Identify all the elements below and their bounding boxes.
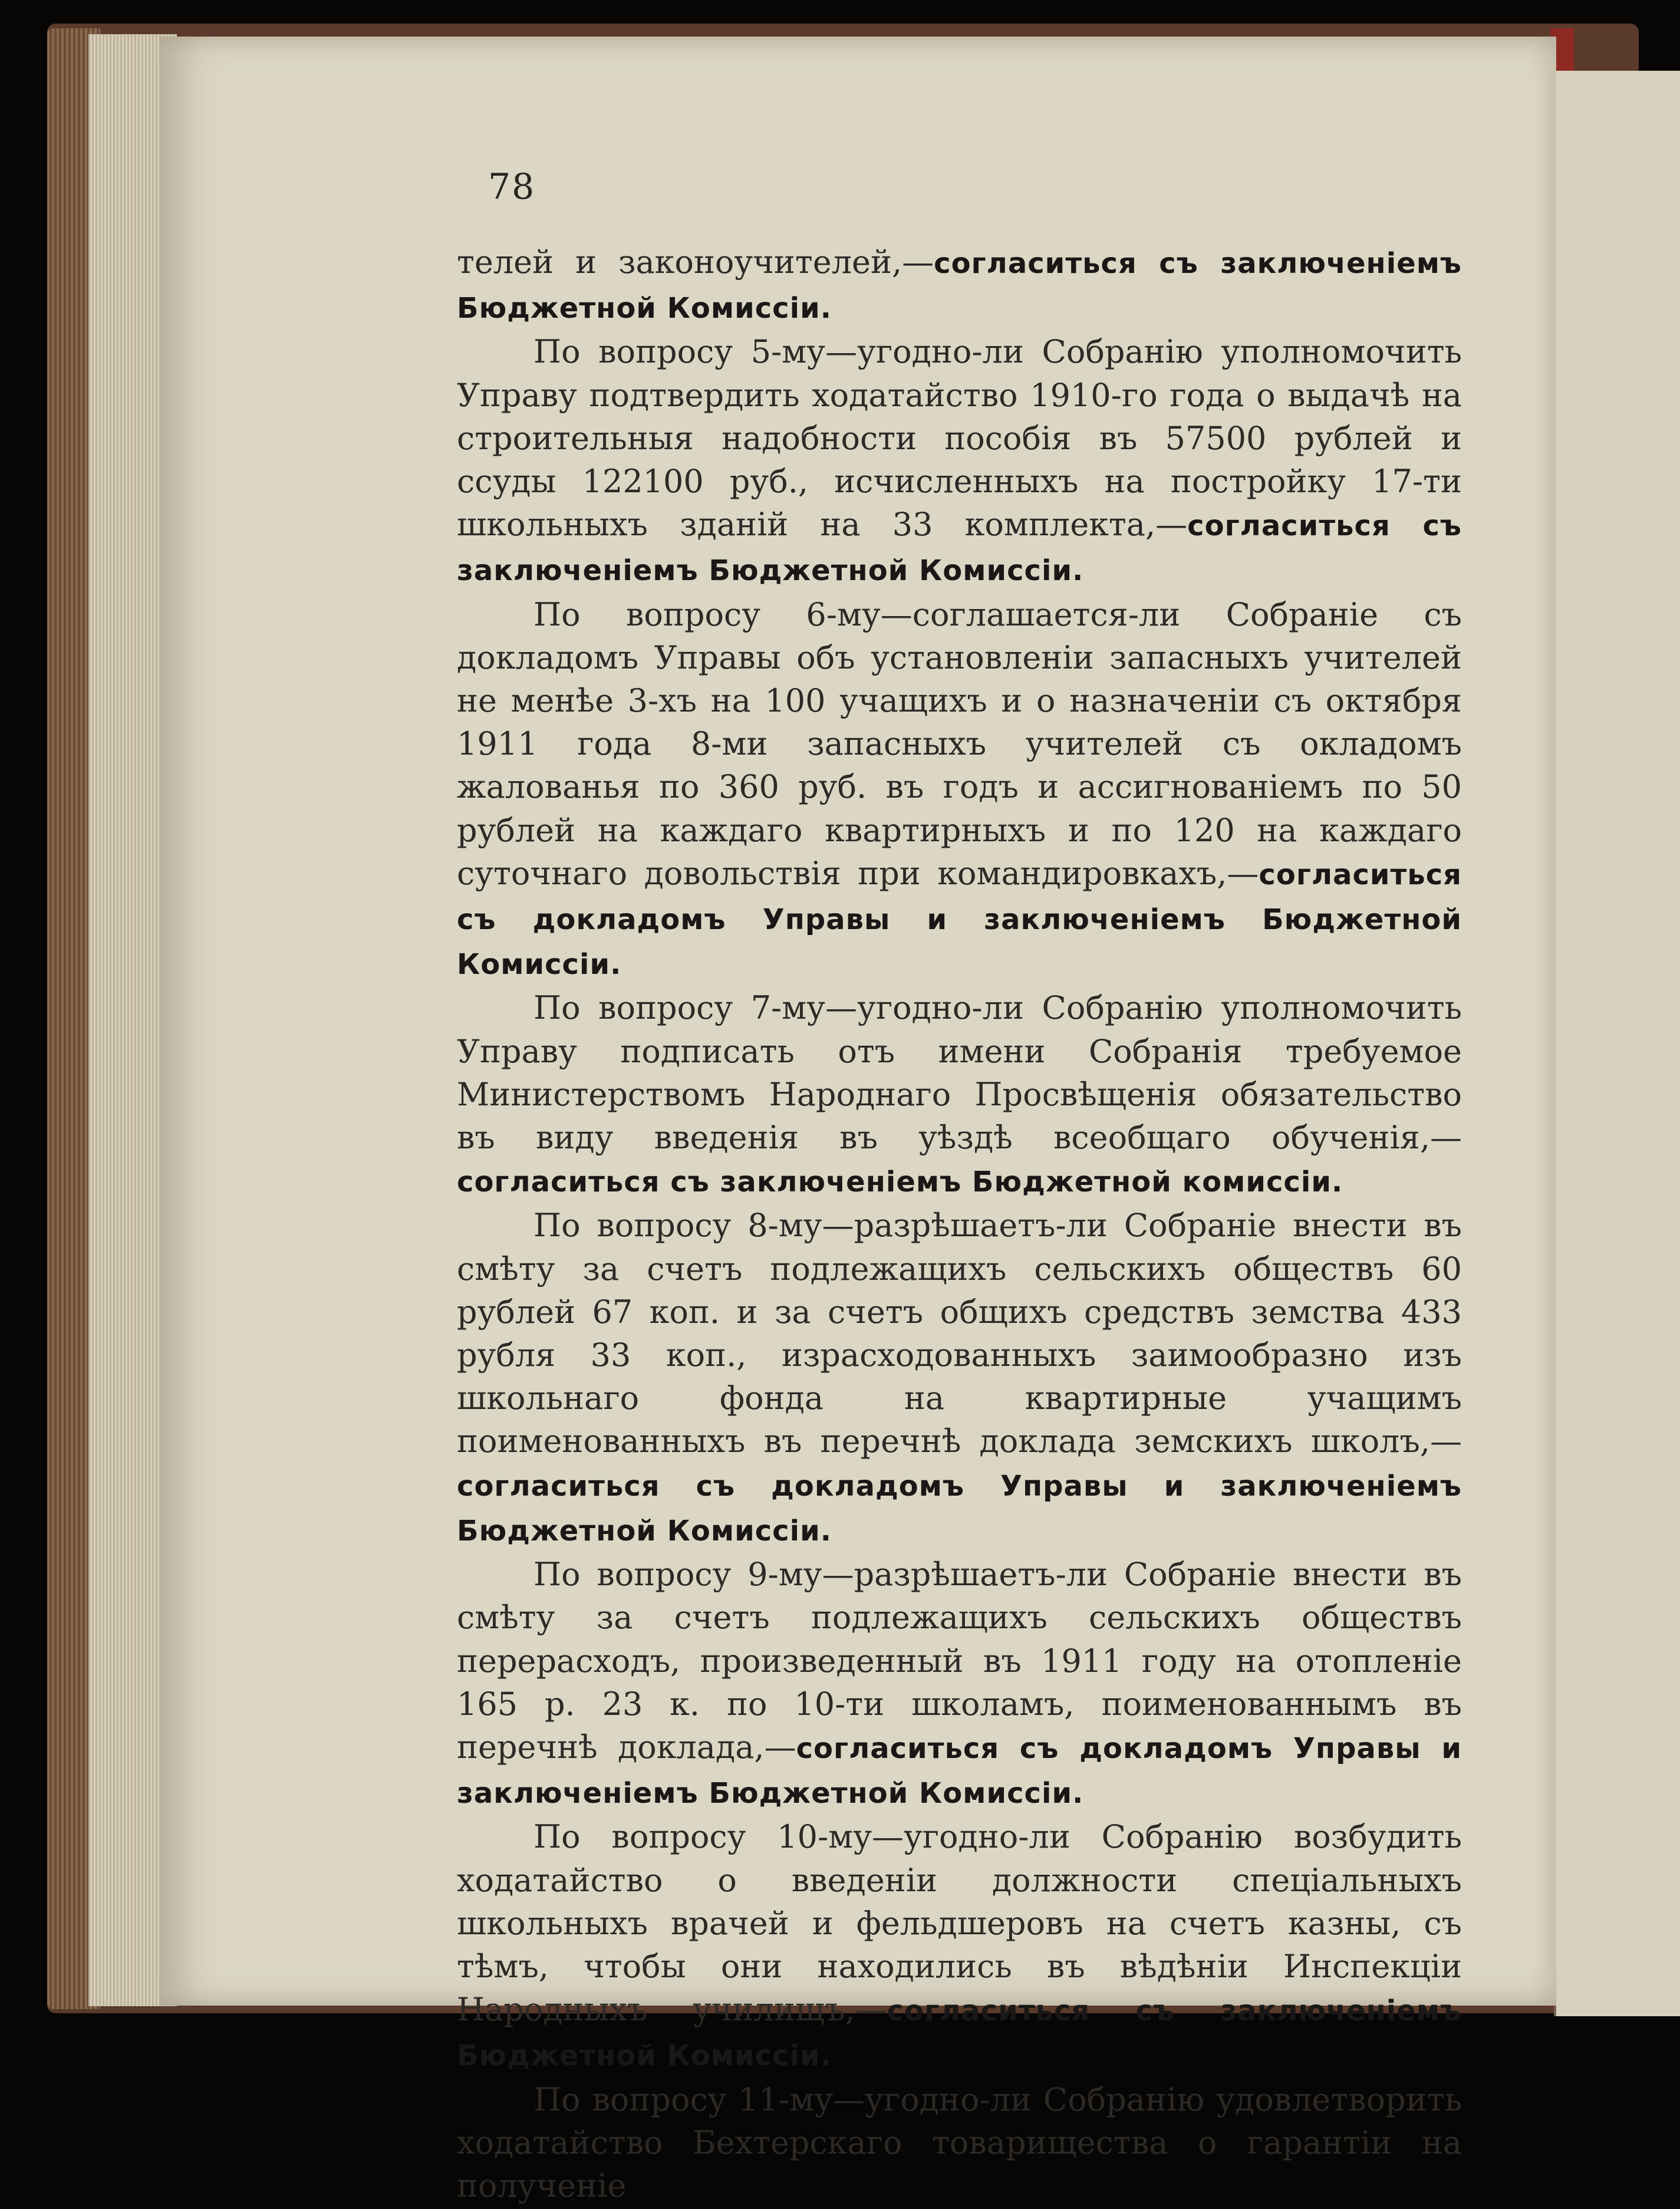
paragraph bbox=[457, 1204, 1462, 1553]
paragraph-resolution: согласиться съ заключенiемъ Бюджетной Комиссiи. bbox=[457, 1994, 1462, 2073]
facing-page-edge bbox=[1554, 71, 1680, 2016]
page-number: 78 bbox=[488, 166, 536, 208]
paragraph-resolution: согласиться съ докладомъ Управы и заключенiемъ Бюджетной Комиссiи. bbox=[457, 1469, 1462, 1548]
paragraph bbox=[457, 593, 1462, 987]
paragraph bbox=[457, 986, 1462, 1204]
body-text bbox=[457, 241, 1462, 2209]
paragraph-resolution: согласиться съ заключенiемъ Бюджетной Комиссiи. bbox=[457, 247, 1462, 325]
paragraph-text: По вопросу 6-му—соглашается-ли Собранiе съ докладомъ Управы объ установленiи запасныхъ учителей не менѣе 3-хъ на 100 учащихъ и о назначенiи съ октября 1911 года 8-ми запасныхъ учителей съ окладомъ жалованья по 360 руб. въ годъ и ассигнованiемъ по 50 рублей на каждаго квартирныхъ и по 120 на каждаго суточнаго довольствiя при командировкахъ,— bbox=[457, 595, 1462, 892]
paragraph-text: По вопросу 5-му—угодно-ли Собранiю уполномочить Управу подтвердить ходатайство 1910-го года о выдачѣ на строительныя надобности пособiя въ 57500 рублей и ссуды 122100 руб., исчисленныхъ на постройку 17-ти школьныхъ зданiй на 33 комплекта,— bbox=[457, 333, 1462, 544]
paragraph-text: телей и законоучителей,— bbox=[457, 243, 934, 281]
paragraph-resolution: согласиться съ докладомъ Управы и заключенiемъ Бюджетной Комиссiи. bbox=[457, 1731, 1462, 1810]
paragraph-text: По вопросу 10-му—угодно-ли Собранiю возбудить ходатайство о введенiи должности спецiальныхъ школьныхъ врачей и фельдшеровъ на счетъ казны, съ тѣмъ, чтобы они находились въ вѣдѣнiи Инспекцiи Народныхъ училищъ,— bbox=[457, 1818, 1462, 2029]
paragraph bbox=[457, 330, 1462, 592]
paragraph bbox=[457, 1815, 1462, 2078]
paragraph-resolution: согласиться съ заключенiемъ Бюджетной Комиссiи. bbox=[457, 509, 1462, 588]
paragraph bbox=[457, 2078, 1462, 2209]
paragraph bbox=[457, 241, 1462, 330]
paragraph-text: По вопросу 11-му—угодно-ли Собранiю удовлетворить ходатайство Бехтерскаго товарищества о гарантiи на полученiе bbox=[457, 2080, 1462, 2204]
paragraph-text: По вопросу 8-му—разрѣшаетъ-ли Собранiе внести въ смѣту за счетъ подлежащихъ сельскихъ обществъ 60 рублей 67 коп. и за счетъ общихъ средствъ земства 433 рубля 33 коп., израсходованныхъ заимообразно изъ школьнаго фонда на квартирные учащимъ поименованныхъ въ перечнѣ доклада земскихъ школъ,— bbox=[457, 1207, 1462, 1460]
paragraph-resolution: согласиться съ докладомъ Управы и заключенiемъ Бюджетной Комиссiи. bbox=[457, 858, 1462, 982]
paragraph bbox=[457, 1553, 1462, 1815]
paragraph-text: По вопросу 9-му—разрѣшаетъ-ли Собранiе внести въ смѣту за счетъ подлежащихъ сельскихъ обществъ перерасходъ, произведенный въ 1911 году на отопленiе 165 р. 23 к. по 10-ти школамъ, поименованнымъ въ перечнѣ доклада,— bbox=[457, 1556, 1462, 1766]
paragraph-text: По вопросу 7-му—угодно-ли Собранiю уполномочить Управу подписать отъ имени Собранiя требуемое Министерствомъ Народнаго Просвѣщенiя обязательство въ виду введенiя въ уѣздѣ всеобщаго обученiя,— bbox=[457, 989, 1462, 1157]
paragraph-resolution: согласиться съ заключенiемъ Бюджетной комиссiи. bbox=[457, 1166, 1343, 1199]
